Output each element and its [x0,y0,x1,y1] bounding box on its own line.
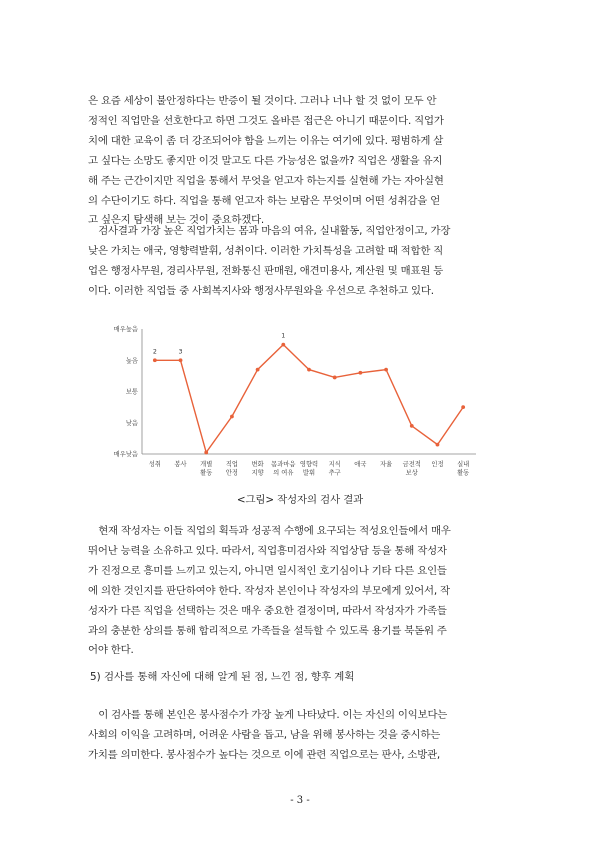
text-line: 성자가 다른 직업을 선택하는 것은 매우 중요한 결정이며, 따라서 작성자가 가족들 [88,604,447,617]
section-heading: 5) 검사를 통해 자신에 대해 알게 된 점, 느낀 점, 향후 계획 [90,671,355,683]
x-tick-label: 애국 [354,461,367,468]
x-tick-label: 봉사 [174,461,187,468]
y-tick-label: 낮음 [125,419,138,427]
x-tick-label: 활동 [200,469,213,477]
data-point [179,358,183,362]
x-tick-label: 추구 [328,469,341,477]
series-line [152,345,463,453]
text-line: 뛰어난 능력을 소유하고 있다. 따라서, 직업흥미검사와 직업상담 등을 통해 작성자 [88,544,447,557]
text-line: 업은 행정사무원, 경리사무원, 전화통신 판매원, 애견미용사, 계산원 및 매표원 등 [88,264,444,277]
text-line: 이 검사를 통해 본인은 봉사점수가 가장 높게 나타났다. 이는 자신의 이익보다는 [88,709,448,721]
text-line: 낮은 가치는 애국, 영향력발휘, 성취이다. 이러한 가치특성을 고려할 때 적합한 직 [88,244,444,257]
paragraph-intro [88,92,516,231]
text-line: 고 싶다는 소망도 좋지만 이것 말고도 다른 가능성은 없을까? 직업은 생활을 유지 [88,154,443,167]
text-line: 가치를 의미한다. 봉사점수가 높다는 것으로 이에 관련 직업으로는 판사, 소방관, [88,748,441,761]
text-line: 현재 작성자는 이들 직업의 획득과 성공적 수행에 요구되는 적성요인들에서 매우 [88,525,451,537]
text-line: 이다. 이러한 직업들 중 사회복지사와 행정사무원와을 우선으로 추천하고 있다. [88,284,434,297]
text-line: 어야 한다. [88,644,134,657]
y-tick-label: 보통 [125,388,138,396]
data-point [461,405,465,409]
data-point [256,368,260,372]
x-tick-label: 금전적 [402,461,421,468]
x-tick-label: 실내 [457,461,470,468]
data-point [153,358,157,362]
x-tick-label: 지식 [328,461,341,468]
text-line: 과의 충분한 상의를 통해 합리적으로 가족들을 설득할 수 있도록 용기를 북돋워 주 [88,624,447,637]
text-line: 검사결과 가장 높은 직업가치는 몸과 마음의 여유, 실내활동, 직업안정이고, 가장 [88,225,451,237]
x-tick-label: 직업 [225,461,239,468]
x-tick-label: 성취 [148,461,161,468]
paragraph-analysis [88,522,516,661]
figure-caption: <그림> 작성자의 검사 결과 [236,494,364,506]
x-tick-label: 변화 [251,461,264,468]
text-line: 사회의 이익을 고려하며, 어려운 사람을 돕고, 남을 위해 봉사하는 것을 중시하는 [88,728,441,741]
data-point [436,443,440,447]
data-point [307,368,311,372]
text-line: 정적인 직업만을 선호한다고 하면 그것도 올바른 접근은 아니기 때문이다. 직업가 [88,114,444,127]
y-tick-label: 높음 [125,357,138,365]
y-tick-label: 매우낮음 [113,451,138,459]
data-label: 2 [152,348,157,356]
x-tick-label: 발휘 [302,469,316,477]
text-line: 치에 대한 교육이 좀 더 강조되어야 함을 느끼는 이유는 여기에 있다. 평범하게 살 [88,134,444,147]
text-line: 해 주는 근간이지만 직업을 통해서 무엇을 얻고자 하는지를 실현해 가는 자아실현 [88,174,444,187]
data-point [281,343,285,347]
paragraph-conclusion [88,706,516,766]
career-value-line-chart [100,318,490,482]
x-tick-label: 영향력 [299,461,319,468]
x-tick-label: 개별 [200,461,213,468]
x-tick-label: 의 여유 [273,469,294,477]
x-tick-label: 활동 [457,469,470,477]
x-tick-label: 지향 [251,469,264,477]
x-tick-label: 자율 [379,461,393,468]
x-tick-label: 안정 [225,469,239,477]
data-label: 3 [178,348,183,356]
x-tick-label: 보상 [405,469,418,477]
text-line: 은 요즘 세상이 불안정하다는 반증이 될 것이다. 그러나 너나 할 것 없이 모두 안 [88,95,437,107]
x-tick-label: 몸과마음 [271,461,296,468]
x-tick-label: 인정 [431,461,444,468]
data-label: 1 [281,332,286,340]
data-point [358,371,362,375]
text-line: 가 진정으로 흥미를 느끼고 있는지, 아니면 일시적인 호기심이나 기타 다른 요인들 [88,564,447,577]
text-line: 의 수단이기도 하다. 직업을 통해 얻고자 하는 보람은 무엇이며 어떤 성취감을 얻 [88,194,441,207]
text-line: 에 의한 것인지를 판단하여야 한다. 작성자 본인이나 작성자의 부모에게 있어서, 작 [88,584,450,597]
data-point [384,368,388,372]
data-point [333,376,337,380]
y-tick-label: 매우높음 [113,326,138,334]
data-point [230,415,234,419]
text-line: 고 싶은지 탐색해 보는 것이 중요하겠다. [88,214,265,227]
page-number: - 3 - [290,795,310,806]
data-point [204,451,208,455]
data-point [410,424,414,428]
paragraph-results [88,222,516,302]
